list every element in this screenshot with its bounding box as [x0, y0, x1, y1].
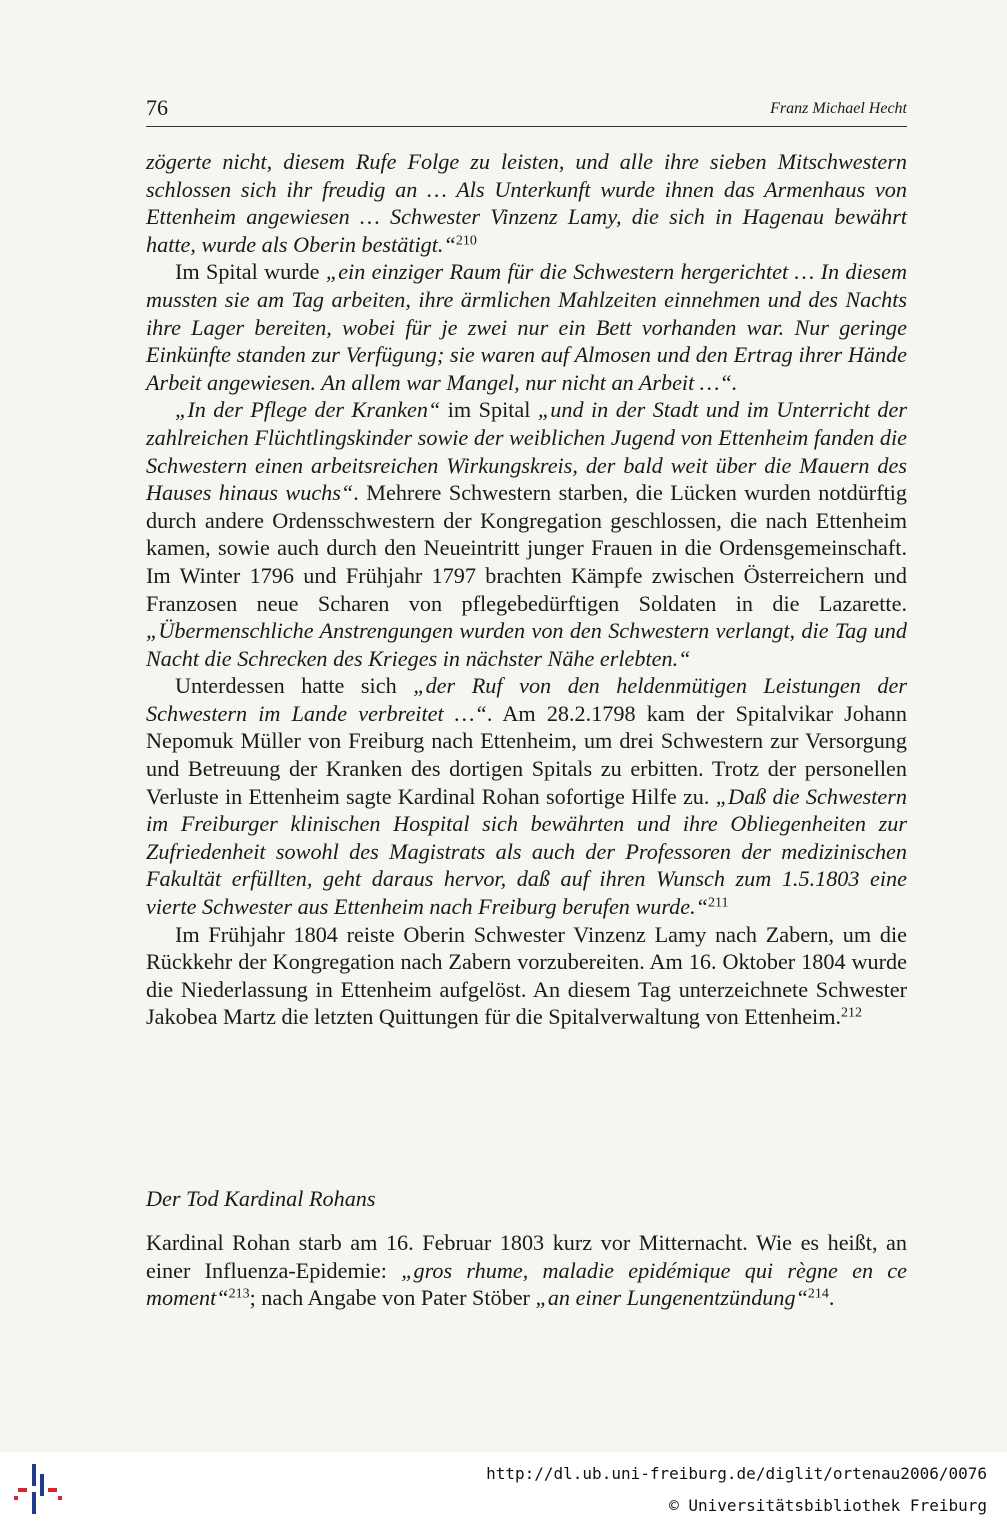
paragraph: Im Spital wurde „ein einziger Raum für die Schwestern hergerichtet … In diesem mussten sie am Tag arbeiten, ihre ärmlichen Mahlzeiten einnehmen und des Nachts ihre Lager bereiten, wobei für je zwei nur ein Bett vorhanden war. Nur geringe Einkünfte standen zur Verfügung; sie waren auf Almosen und den Ertrag ihrer Hände Arbeit angewiesen. An allem war Mangel, nur nicht an Arbeit …“. — [146, 259, 907, 395]
paragraph: Im Frühjahr 1804 reiste Oberin Schwester Vinzenz Lamy nach Zabern, um die Rückkehr der Kongregation nach Zabern vorzubereiten. Am 16. Oktober 1804 wurde die Niederlassung in Ettenheim aufgelöst. An diesem Tag unterzeichnete Schwester Jakobea Martz die letzten Quittungen für die Spitalverwaltung von Ettenheim.$^{212}$ — [146, 921, 907, 1030]
page-number: 76 — [146, 95, 168, 120]
paragraph: Kardinal Rohan starb am 16. Februar 1803 kurz vor Mitternacht. Wie es heißt, an einer Influenza-Epidemie: „gros rhume, maladie epidémique qui règne en ce moment“$^{213}$; nach Angabe von Pater Stöber „an einer Lungenentzündung“$^{214}$. — [146, 1230, 907, 1311]
section-heading: Der Tod Kardinal Rohans — [146, 1186, 376, 1211]
paragraph: zögerte nicht, diesem Rufe Folge zu leisten, und alle ihre sieben Mitschwestern schlossen sich ihr freudig an … Als Unterkunft wurde ihnen das Armenhaus von Ettenheim angewiesen … Schwester Vinzenz Lamy, die sich in Hagenau bewährt hatte, wurde als Oberin bestätigt.“$^{210}$ — [146, 149, 907, 257]
paragraph: „In der Pflege der Kranken“ im Spital „und in der Stadt und im Unterricht der zahlreichen Flüchtlingskinder sowie der weiblichen Jugend von Ettenheim fanden die Schwestern einen arbeitsreichen Wirkungskreis, der bald weit über die Mauern des Hauses hinaus wuchs“. Mehrere Schwestern starben, die Lücken wurden notdürftig durch andere Ordensschwestern der Kongregation geschlossen, die nach Ettenheim kamen, sowie auch durch den Neueintritt junger Frauen in die Ordensgemeinschaft. Im Winter 1796 und Frühjahr 1797 brachten Kämpfe zwischen Österreichern und Franzosen neue Scharen von pflegebedürftigen Soldaten in die Lazarette. „Übermenschliche Anstrengungen wurden von den Schwestern verlangt, die Tag und Nacht die Schrecken des Krieges in nächster Nähe erlebten.“ — [146, 397, 908, 671]
page-header — [146, 94, 907, 127]
footnote-ref: 213 — [228, 1286, 250, 1302]
section-text — [146, 1229, 907, 1312]
footnote-ref: 214 — [807, 1286, 829, 1302]
footnote-ref: 210 — [455, 233, 477, 249]
footer-bar — [0, 1452, 1007, 1525]
paragraph: Unterdessen hatte sich „der Ruf von den heldenmütigen Leistungen der Schwestern im Lande verbreitet …“. Am 28.2.1798 kam der Spitalvikar Johann Nepomuk Müller von Freiburg nach Ettenheim, um drei Schwestern zur Versorgung und Betreuung der Kranken des dortigen Spitals zu erbitten. Trotz der personellen Verluste in Ettenheim sagte Kardinal Rohan sofortige Hilfe zu. „Daß die Schwestern im Freiburger klinischen Hospital sich bewährten und ihre Obliegenheiten zur Zufriedenheit sowohl des Magistrats als auch der Professoren der medizinischen Fakultät erfüllten, geht daraus hervor, daß auf ihren Wunsch zum 1.5.1803 eine vierte Schwester aus Ettenheim nach Freiburg berufen wurde.“$^{211}$ — [146, 673, 908, 920]
footnote-ref: 212 — [841, 1005, 863, 1021]
footer-url-link[interactable]: http://dl.ub.uni-freiburg.de/diglit/ortenau2006/0076 — [486, 1464, 987, 1483]
footnote-ref: 211 — [707, 895, 729, 911]
running-title: Franz Michael Hecht — [770, 100, 907, 117]
footer-copyright: © Universitätsbibliothek Freiburg — [669, 1496, 987, 1515]
library-logo-icon — [12, 1462, 66, 1518]
body-text — [146, 148, 907, 1031]
